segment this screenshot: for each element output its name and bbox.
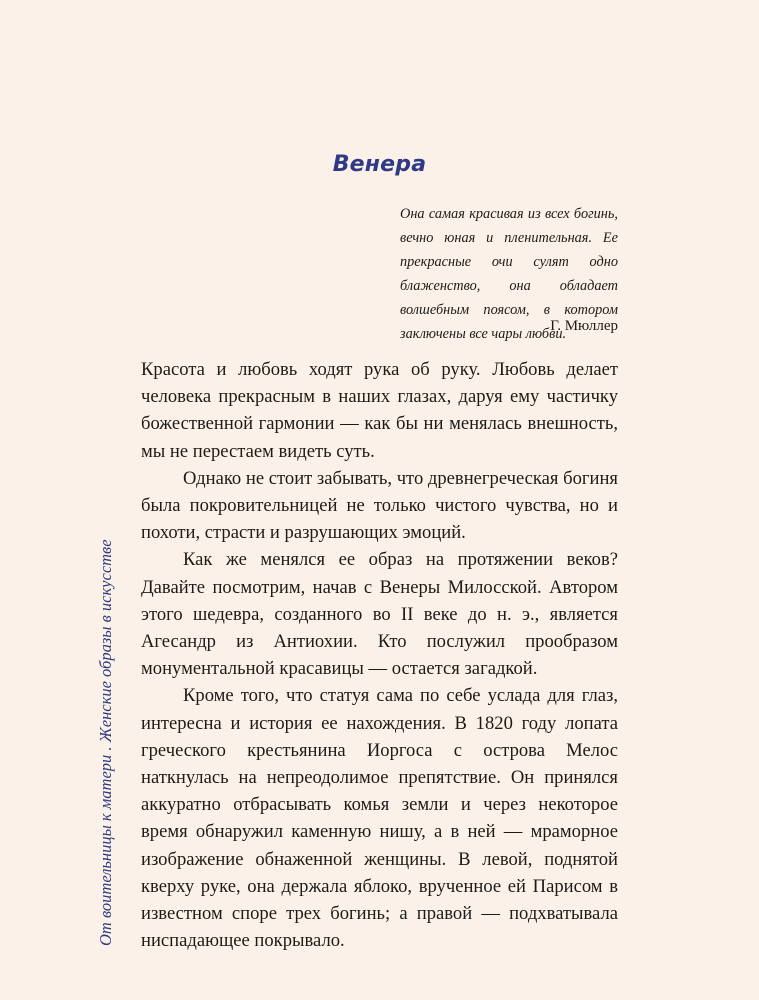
chapter-title: Венера (332, 152, 427, 177)
body-text (141, 356, 618, 954)
paragraph: Красота и любовь ходят рука об руку. Любовь делает человека прекрасным в наших глазах, даруя ему частичку божественной гармонии — как бы ни менялась внешность, мы не перестаем видеть суть. (141, 359, 618, 462)
paragraph: Кроме того, что статуя сама по себе услада для глаз, интересна и история ее нахождения. В 1820 году лопата греческого крестьянина Иоргоса с острова Мелос наткнулась на непреодолимое препятствие. Он принялся аккуратно отбрасывать комья земли и через некоторое время обнаружил каменную нишу, а в ней — мраморное изображение обнаженной женщины. В левой, поднятой кверху руке, она держала яблоко, врученное ей Парисом в известном споре трех богинь; а правой — подхватывала ниспадающее покрывало. (141, 685, 618, 952)
epigraph-author: Г. Мюллер (550, 318, 618, 334)
paragraph: Как же менялся ее образ на протяжении веков? Давайте посмотрим, начав с Венеры Милосской. Автором этого шедевра, созданного во II веке до н. э., является Агесандр из Антиохии. Кто послужил прообразом монументальной красавицы — остается загадкой. (141, 549, 618, 680)
epigraph-text: Она самая красивая из всех богинь, вечно юная и пленительная. Ее прекрасные очи сулят одно блаженство, она обладает волшебным поясом, в котором заключены все чары любви. (400, 206, 618, 342)
running-header: От воительницы к матери . Женские образы в искусстве (96, 539, 115, 946)
paragraph: Однако не стоит забывать, что древнегреческая богиня была покровительницей не только чистого чувства, но и похоти, страсти и разрушающих эмоций. (141, 467, 618, 544)
